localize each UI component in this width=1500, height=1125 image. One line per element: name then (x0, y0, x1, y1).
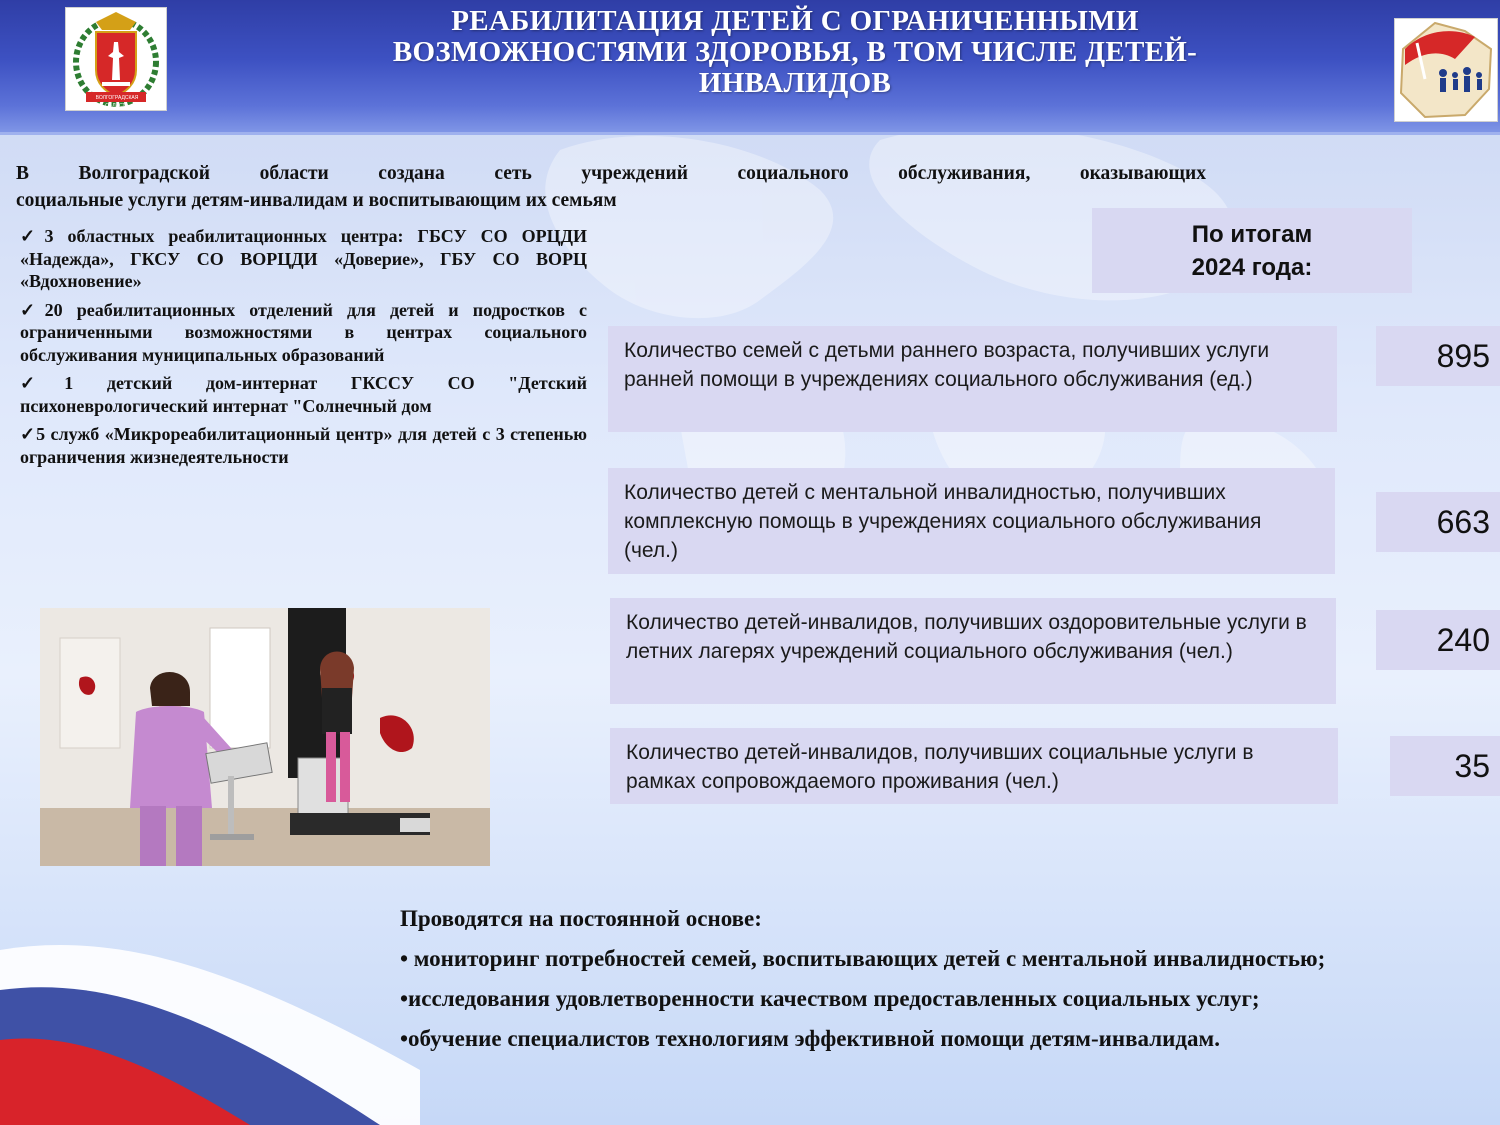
ongoing-activities (400, 902, 1495, 1062)
list-item: ✓5 служб «Микрореабилитационный центр» для детей с 3 степенью ограничения жизнедеятельности (20, 424, 588, 467)
stat-description: Количество детей-инвалидов, получивших оздоровительные услуги в летних лагерях учреждений социального обслуживания (чел.) (610, 598, 1336, 704)
stat-value: 240 (1376, 610, 1500, 670)
stat-description: Количество детей с ментальной инвалидностью, получивших комплексную помощь в учреждениях социального обслуживания (чел.) (608, 468, 1335, 574)
header-band (0, 0, 1500, 135)
list-item: ✓3 областных реабилитационных центра: ГБСУ СО ОРЦДИ «Надежда», ГКСУ СО ВОРЦДИ «Доверие», ГБУ СО ВОРЦ «Вдохновение» (20, 226, 587, 291)
summary-line-1: По итогам (1191, 221, 1313, 248)
check-icon: ✓ (20, 299, 45, 320)
intro-paragraph (16, 160, 1206, 214)
check-icon: ✓ (20, 424, 37, 444)
summary-heading-box (1092, 208, 1412, 293)
ongoing-title: Проводятся на постоянной основе: (400, 906, 762, 931)
rehabilitation-photo-image (40, 608, 490, 866)
coat-of-arms-caption: ВОЛГОГРАДСКАЯ ОБЛАСТЬ (95, 95, 139, 109)
check-icon: ✓ (20, 226, 45, 246)
stat-value: 35 (1390, 736, 1500, 796)
facilities-list (20, 225, 587, 474)
summary-line-2: 2024 года: (1191, 254, 1313, 281)
rehabilitation-photo (40, 608, 490, 866)
list-item: ✓1 детский дом-интернат ГКССУ СО "Детский психоневрологический интернат "Солнечный дом (20, 373, 587, 416)
stat-value: 895 (1376, 326, 1500, 386)
stat-description: Количество детей-инвалидов, получивших социальные услуги в рамках сопровождаемого проживания (чел.) (610, 728, 1338, 804)
list-item: •исследования удовлетворенности качеством предоставленных социальных услуг; (400, 986, 1260, 1011)
check-icon: ✓ (20, 373, 65, 393)
ministry-logo (1394, 18, 1498, 122)
list-item: ✓20 реабилитационных отделений для детей и подростков с ограниченными возможностями в центрах социального обслуживания муниципальных образований (20, 299, 587, 365)
stat-description: Количество семей с детьми раннего возраста, получивших услуги ранней помощи в учреждениях социального обслуживания (ед.) (608, 326, 1337, 432)
list-item: • мониторинг потребностей семей, воспитывающих детей с ментальной инвалидностью; (400, 946, 1326, 971)
stat-value: 663 (1376, 492, 1500, 552)
page-title: РЕАБИЛИТАЦИЯ ДЕТЕЙ С ОГРАНИЧЕННЫМИ ВОЗМОЖНОСТЯМИ ЗДОРОВЬЯ, В ТОМ ЧИСЛЕ ДЕТЕЙ-ИНВАЛИДОВ (392, 5, 1198, 99)
intro-line-1: В Волгоградской области создана сеть учреждений социального обслуживания, оказывающих (16, 163, 1206, 184)
list-item: •обучение специалистов технологиям эффективной помощи детям-инвалидам. (400, 1026, 1220, 1051)
intro-line-2: социальные услуги детям-инвалидам и воспитывающим их семьям (16, 190, 617, 211)
coat-of-arms-logo (65, 7, 167, 111)
social-protection-family-icon (1395, 19, 1497, 121)
russian-flag-decoration (0, 930, 420, 1125)
